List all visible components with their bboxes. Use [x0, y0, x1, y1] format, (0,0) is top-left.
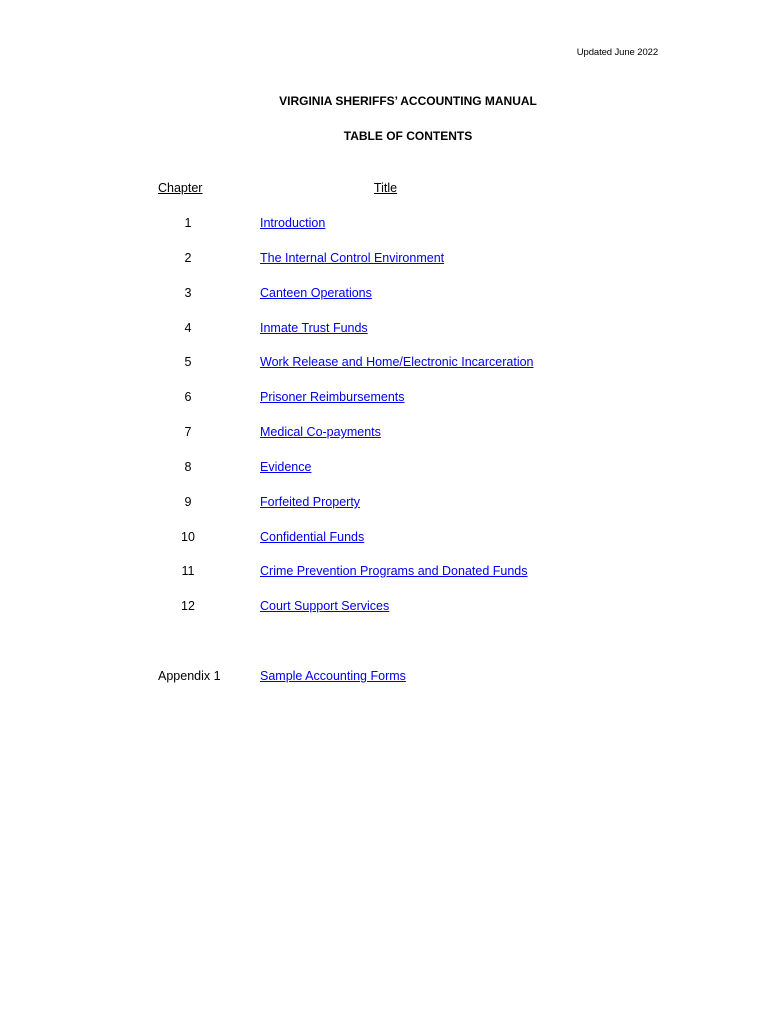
chapter-number: 9 — [184, 495, 192, 509]
chapter-link-internal-control[interactable]: The Internal Control Environment — [260, 251, 445, 265]
chapter-link-forfeited-property[interactable]: Forfeited Property — [260, 495, 361, 509]
chapter-number: 1 — [184, 216, 192, 230]
toc-row — [0, 460, 770, 480]
chapter-number: 11 — [181, 564, 195, 578]
chapter-link-inmate-trust[interactable]: Inmate Trust Funds — [260, 321, 368, 335]
toc-row — [0, 216, 770, 236]
toc-row — [0, 321, 770, 341]
chapter-link-crime-prevention[interactable]: Crime Prevention Programs and Donated Funds — [260, 564, 528, 578]
toc-row-appendix — [0, 669, 770, 689]
toc-row — [0, 390, 770, 410]
chapter-number: 8 — [184, 460, 192, 474]
appendix-number: Appendix 1 — [158, 669, 221, 683]
chapter-link-medical-copayments[interactable]: Medical Co-payments — [260, 425, 381, 439]
chapter-number: 12 — [181, 599, 195, 613]
toc-row — [0, 425, 770, 445]
updated-date: Updated June 2022 — [576, 47, 658, 58]
chapter-link-evidence[interactable]: Evidence — [260, 460, 312, 474]
document-title: VIRGINIA SHERIFFS’ ACCOUNTING MANUAL — [279, 94, 537, 108]
toc-row — [0, 599, 770, 619]
chapter-link-court-support[interactable]: Court Support Services — [260, 599, 390, 613]
toc-row — [0, 495, 770, 515]
chapter-link-confidential-funds[interactable]: Confidential Funds — [260, 530, 365, 544]
toc-row — [0, 251, 770, 271]
chapter-number: 3 — [184, 286, 192, 300]
toc-row — [0, 564, 770, 584]
toc-row — [0, 286, 770, 306]
toc-row — [0, 355, 770, 375]
chapter-column-header: Chapter — [158, 181, 203, 195]
chapter-number: 7 — [184, 425, 192, 439]
appendix-link-sample-forms[interactable]: Sample Accounting Forms — [260, 669, 406, 683]
chapter-link-work-release[interactable]: Work Release and Home/Electronic Incarceration — [260, 355, 534, 369]
chapter-number: 4 — [184, 321, 192, 335]
title-column-header: Title — [373, 181, 398, 195]
chapter-number: 10 — [181, 530, 195, 544]
chapter-number: 5 — [184, 355, 192, 369]
chapter-link-prisoner-reimbursements[interactable]: Prisoner Reimbursements — [260, 390, 405, 404]
chapter-link-canteen[interactable]: Canteen Operations — [260, 286, 372, 300]
chapter-link-introduction[interactable]: Introduction — [260, 216, 326, 230]
chapter-number: 2 — [184, 251, 192, 265]
chapter-number: 6 — [184, 390, 192, 404]
toc-row — [0, 530, 770, 550]
toc-heading: TABLE OF CONTENTS — [343, 129, 473, 143]
